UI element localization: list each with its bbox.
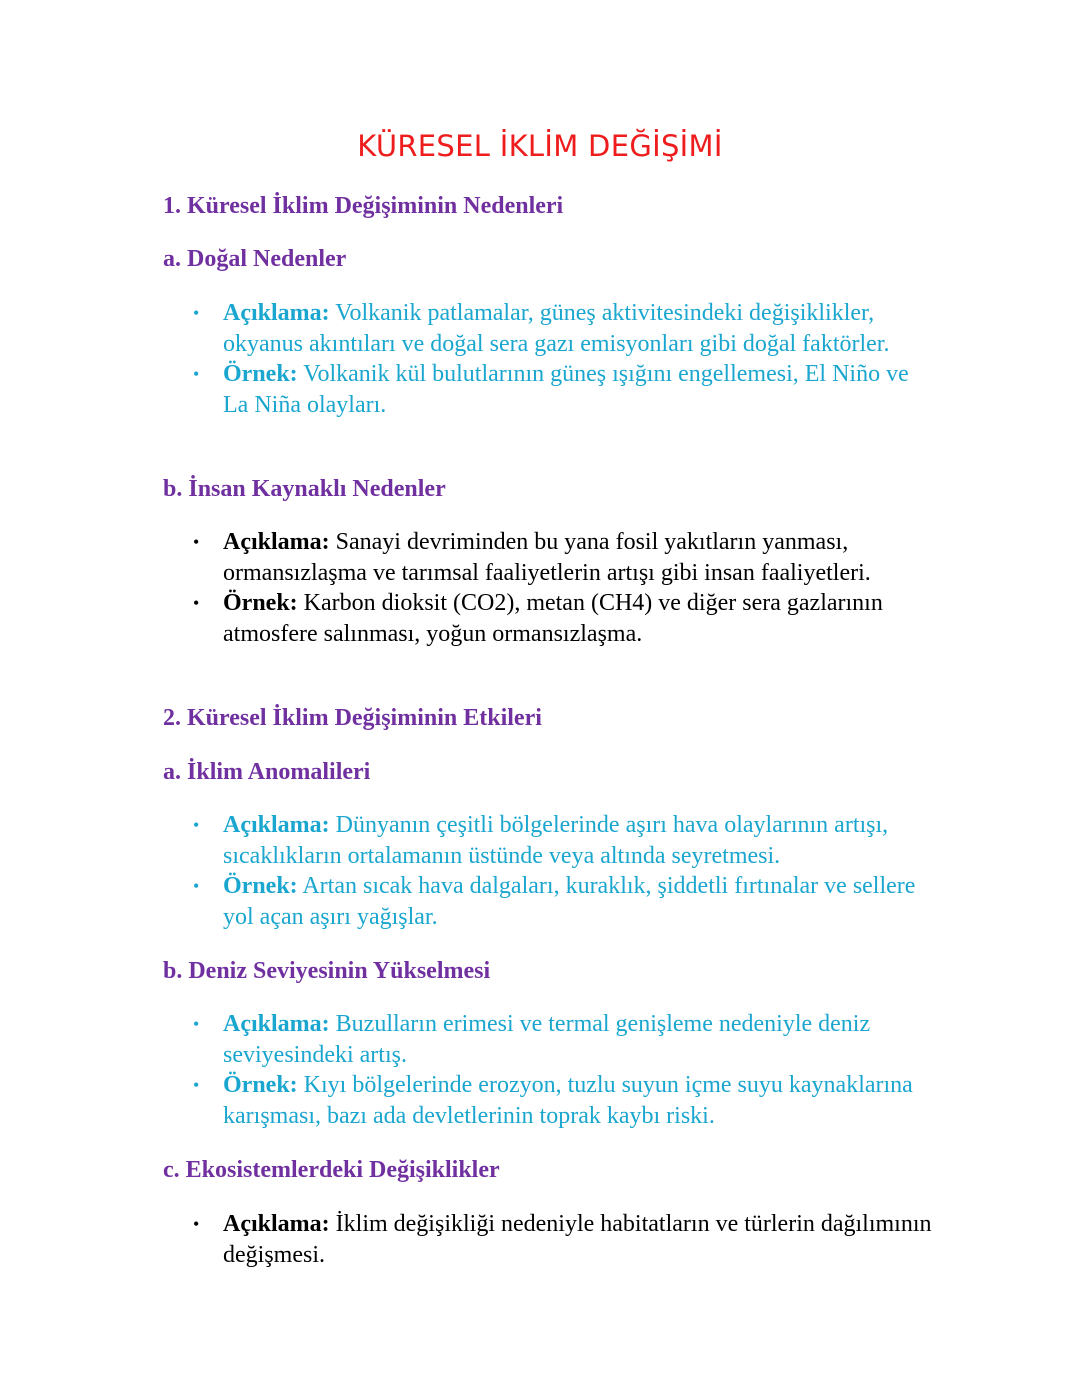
item-text: Buzulların erimesi ve termal genişleme nedeniyle deniz seviyesindeki artış.: [223, 1011, 871, 1068]
item-label: Örnek:: [223, 873, 298, 899]
natural-causes-list: [163, 298, 933, 420]
bullet-icon: •: [193, 1075, 200, 1095]
item-label: Açıklama:: [223, 812, 330, 838]
climate-anomalies-list: [163, 810, 933, 932]
bullet-icon: •: [193, 876, 200, 896]
item-label: Örnek:: [223, 1072, 298, 1098]
document-title: KÜRESEL İKLİM DEĞİŞİMİ: [357, 129, 723, 163]
item-text: Volkanik patlamalar, güneş aktivitesindeki değişiklikler, okyanus akıntıları ve doğal sera gazı emisyonları gibi doğal faktörler.: [223, 300, 890, 357]
item-label: Örnek:: [223, 361, 298, 387]
bullet-icon: •: [193, 1014, 200, 1034]
item-text: Karbon dioksit (CO2), metan (CH4) ve diğer sera gazlarının atmosfere salınması, yoğun ormansızlaşma.: [223, 590, 883, 647]
bullet-icon: •: [193, 303, 200, 323]
bullet-icon: •: [193, 593, 200, 613]
list-item: [163, 810, 933, 871]
subsection-heading-ecosystem-changes: c. Ekosistemlerdeki Değişiklikler: [163, 1157, 500, 1183]
subsection-heading-natural-causes: a. Doğal Nedenler: [163, 246, 347, 272]
item-text: Dünyanın çeşitli bölgelerinde aşırı hava olaylarının artışı, sıcaklıkların ortalamanın üstünde veya altında seyretmesi.: [223, 812, 889, 869]
list-item: [163, 588, 933, 649]
subsection-heading-human-causes: b. İnsan Kaynaklı Nedenler: [163, 476, 446, 502]
human-causes-list: [163, 527, 933, 649]
item-label: Örnek:: [223, 590, 298, 616]
item-label: Açıklama:: [223, 1011, 330, 1037]
section-heading-effects: 2. Küresel İklim Değişiminin Etkileri: [163, 705, 542, 731]
list-item: [163, 1209, 933, 1270]
subsection-heading-climate-anomalies: a. İklim Anomalileri: [163, 759, 371, 785]
list-item: [163, 527, 933, 588]
bullet-icon: •: [193, 815, 200, 835]
list-item: [163, 298, 933, 359]
list-item: [163, 871, 933, 932]
list-item: [163, 1070, 933, 1131]
ecosystem-changes-list: [163, 1209, 933, 1270]
item-label: Açıklama:: [223, 300, 330, 326]
item-label: Açıklama:: [223, 529, 330, 555]
item-text: Kıyı bölgelerinde erozyon, tuzlu suyun içme suyu kaynaklarına karışması, bazı ada devletlerinin toprak kaybı riski.: [223, 1072, 913, 1129]
bullet-icon: •: [193, 1214, 200, 1234]
subsection-heading-sea-level-rise: b. Deniz Seviyesinin Yükselmesi: [163, 958, 491, 984]
bullet-icon: •: [193, 364, 200, 384]
item-text: İklim değişikliği nedeniyle habitatların ve türlerin dağılımının değişmesi.: [223, 1211, 932, 1268]
item-text: Volkanik kül bulutlarının güneş ışığını engellemesi, El Niño ve La Niña olayları.: [223, 361, 909, 418]
bullet-icon: •: [193, 532, 200, 552]
item-text: Sanayi devriminden bu yana fosil yakıtların yanması, ormansızlaşma ve tarımsal faaliyetlerin artışı gibi insan faaliyetleri.: [223, 529, 871, 586]
item-label: Açıklama:: [223, 1211, 330, 1237]
section-heading-causes: 1. Küresel İklim Değişiminin Nedenleri: [163, 193, 564, 219]
list-item: [163, 359, 933, 420]
sea-level-rise-list: [163, 1009, 933, 1131]
item-text: Artan sıcak hava dalgaları, kuraklık, şiddetli fırtınalar ve sellere yol açan aşırı yağışlar.: [223, 873, 916, 930]
list-item: [163, 1009, 933, 1070]
